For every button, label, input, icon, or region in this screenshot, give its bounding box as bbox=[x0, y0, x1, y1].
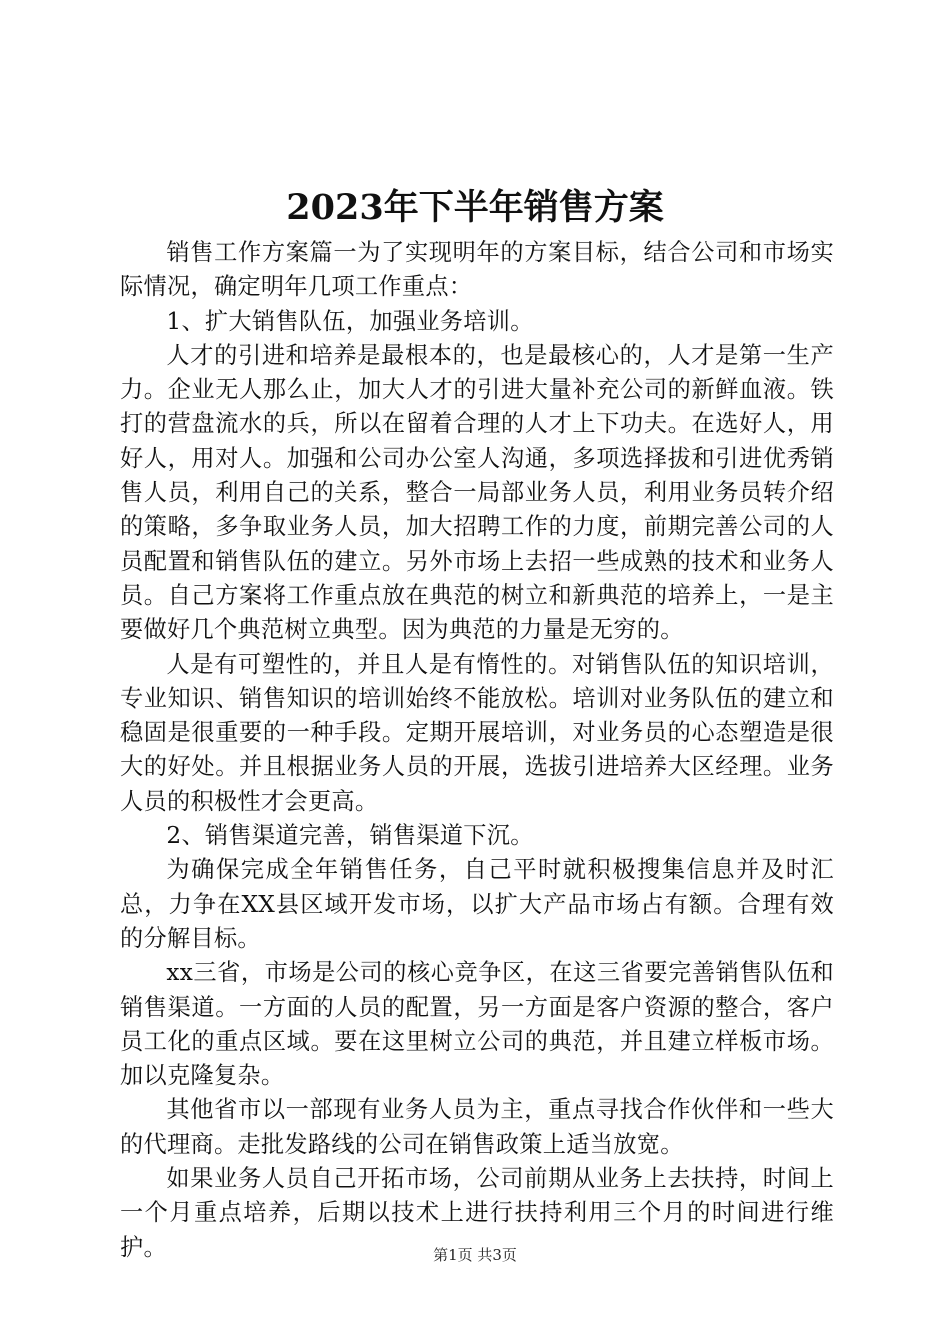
paragraph: 如果业务人员自己开拓市场，公司前期从业务上去扶持，时间上一个月重点培养，后期以技术上进行扶持利用三个月的时间进行维护。 bbox=[120, 1165, 834, 1261]
paragraph: 人才的引进和培养是最根本的，也是最核心的，人才是第一生产力。企业无人那么止，加大人才的引进大量补充公司的新鲜血液。铁打的营盘流水的兵，所以在留着合理的人才上下功夫。在选好人，用好人，用对人。加强和公司办公室人沟通，多项选择拔和引进优秀销售人员，利用自己的关系，整合一局部业务人员，利用业务员转介绍的策略，多争取业务人员，加大招聘工作的力度，前期完善公司的人员配置和销售队伍的建立。另外市场上去招一些成熟的技术和业务人员。自己方案将工作重点放在典范的树立和新典范的培养上，一是主要做好几个典范树立典型。因为典范的力量是无穷的。 bbox=[120, 341, 834, 644]
section-heading-1: 1、扩大销售队伍，加强业务培训。 bbox=[166, 307, 534, 335]
paragraph: 其他省市以一部现有业务人员为主，重点寻找合作伙伴和一些大的代理商。走批发路线的公司在销售政策上适当放宽。 bbox=[120, 1096, 834, 1158]
paragraph-intro: 销售工作方案篇一为了实现明年的方案目标，结合公司和市场实际情况，确定明年几项工作重点： bbox=[120, 239, 834, 301]
paragraph: 为确保完成全年销售任务，自己平时就积极搜集信息并及时汇总，力争在XX县区域开发市场，以扩大产品市场占有额。合理有效的分解目标。 bbox=[120, 856, 834, 952]
document-body bbox=[120, 236, 834, 1265]
section-heading-2: 2、销售渠道完善，销售渠道下沉。 bbox=[166, 822, 534, 850]
paragraph: xx三省，市场是公司的核心竞争区，在这三省要完善销售队伍和销售渠道。一方面的人员的配置，另一方面是客户资源的整合，客户员工化的重点区域。要在这里树立公司的典范，并且建立样板市场。加以克隆复杂。 bbox=[120, 959, 834, 1090]
paragraph: 人是有可塑性的，并且人是有惰性的。对销售队伍的知识培训，专业知识、销售知识的培训始终不能放松。培训对业务队伍的建立和稳固是很重要的一种手段。定期开展培训，对业务员的心态塑造是很大的好处。并且根据业务人员的开展，选拔引进培养大区经理。业务人员的积极性才会更高。 bbox=[120, 650, 834, 815]
document-title: 2023年下半年销售方案 bbox=[286, 187, 664, 228]
page-footer: 第1页 共3页 bbox=[433, 1246, 517, 1264]
